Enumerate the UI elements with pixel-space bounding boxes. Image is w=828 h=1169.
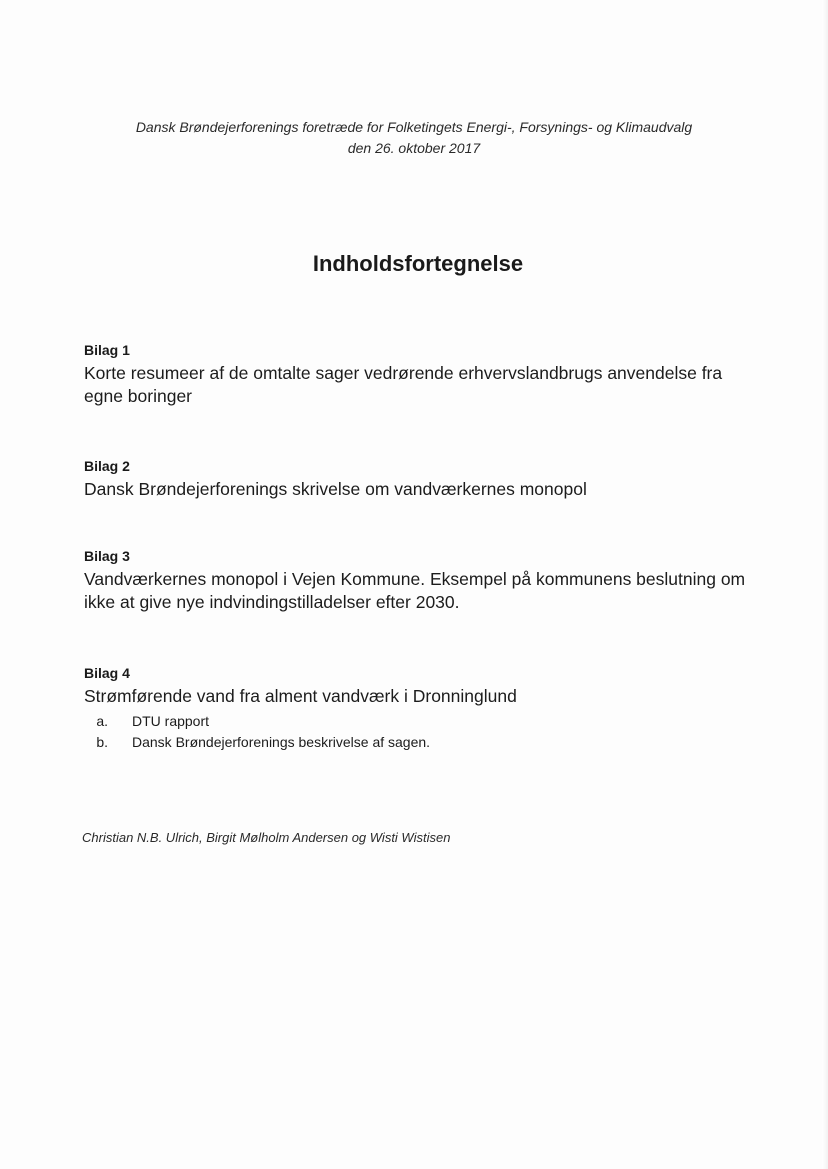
bilag-2-section: [84, 457, 764, 501]
bilag-2-description: Dansk Brøndejerforenings skrivelse om vandværkernes monopol: [84, 479, 587, 499]
list-item-text: Dansk Brøndejerforenings beskrivelse af sagen.: [132, 734, 431, 750]
bilag-4-description: Strømførende vand fra alment vandværk i Dronninglund: [84, 686, 517, 706]
bilag-3-section: [84, 547, 764, 614]
document-header: [0, 117, 828, 159]
list-item: [84, 711, 764, 732]
list-marker: b.: [96, 734, 108, 750]
bilag-3-description: Vandværkernes monopol i Vejen Kommune. Eksempel på kommunens beslutning om ikke at give nye indvindingstilladelser efter 2030.: [84, 569, 746, 612]
bilag-1-label: Bilag 1: [84, 342, 130, 358]
list-item: [84, 732, 764, 753]
list-marker: a.: [96, 713, 108, 729]
bilag-1-description: Korte resumeer af de omtalte sager vedrørende erhvervslandbrugs anvendelse fra egne boringer: [84, 363, 723, 406]
header-line-2: den 26. oktober 2017: [347, 140, 481, 156]
bilag-1-section: [84, 341, 764, 408]
page-title: Indholdsfortegnelse: [312, 251, 524, 276]
bilag-4-label: Bilag 4: [84, 665, 130, 681]
signature: Christian N.B. Ulrich, Birgit Mølholm Andersen og Wisti Wistisen: [82, 830, 451, 845]
bilag-4-sublist: [84, 711, 764, 753]
scan-edge-shadow: [822, 0, 828, 1169]
header-line-1: Dansk Brøndejerforenings foretræde for Folketingets Energi-, Forsynings- og Klimaudvalg: [135, 119, 693, 135]
list-item-text: DTU rapport: [132, 713, 210, 729]
bilag-3-label: Bilag 3: [84, 548, 130, 564]
bilag-2-label: Bilag 2: [84, 458, 130, 474]
bilag-4-section: [84, 664, 764, 753]
